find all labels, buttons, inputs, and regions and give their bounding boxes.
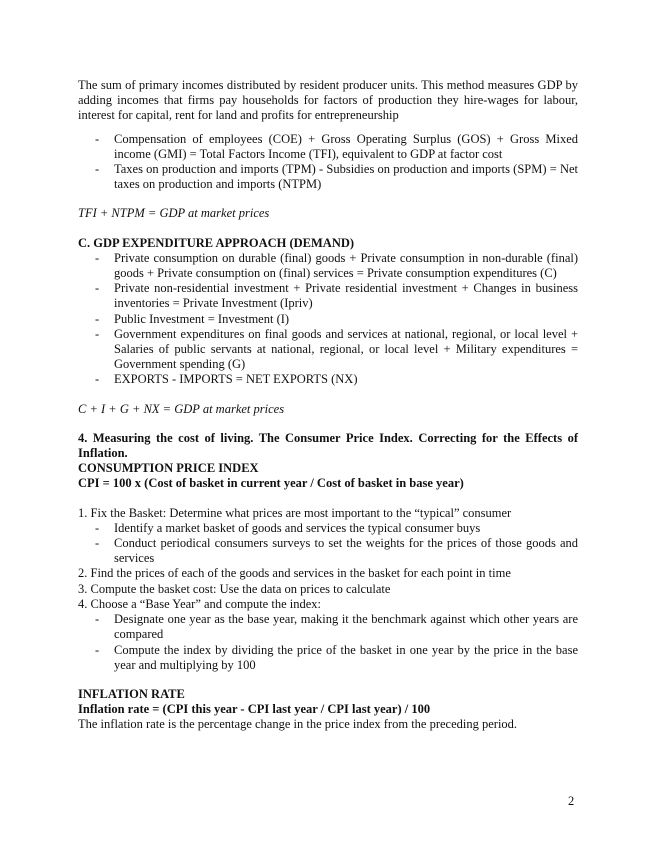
list-item-text: Conduct periodical consumers surveys to set the weights for the prices of those goods and services (114, 536, 578, 566)
list-item-text: Identify a market basket of goods and services the typical consumer buys (114, 520, 481, 535)
inflation-formula: Inflation rate = (CPI this year - CPI last year / CPI last year) / 100 (78, 702, 431, 717)
cpi-heading: CONSUMPTION PRICE INDEX (78, 461, 259, 476)
list-item-text: Designate one year as the base year, making it the benchmark against which other years are compared (114, 612, 578, 642)
dash-bullet: - (95, 612, 100, 627)
page-number: 2 (568, 794, 575, 808)
section-4-heading: 4. Measuring the cost of living. The Consumer Price Index. Correcting for the Effects of Inflation. (78, 430, 578, 461)
list-item (78, 281, 578, 311)
expenditure-formula: C + I + G + NX = GDP at market prices (78, 401, 285, 416)
list-item (78, 327, 578, 373)
dash-bullet: - (95, 642, 100, 657)
list-item-text: Taxes on production and imports (TPM) - Subsidies on production and imports (SPM) = Net taxes on production and imports (NTPM) (114, 162, 578, 192)
step-item: 4. Choose a “Base Year” and compute the index: (78, 596, 321, 611)
step-sublist (78, 612, 578, 673)
expenditure-approach-list (78, 251, 578, 388)
list-item (78, 521, 578, 536)
list-item-text: Public Investment = Investment (I) (114, 311, 290, 326)
inflation-text: The inflation rate is the percentage change in the price index from the preceding period. (78, 717, 518, 732)
dash-bullet: - (95, 536, 100, 551)
page-body (78, 78, 578, 733)
list-item-text: Private consumption on durable (final) goods + Private consumption in non-durable (final) goods + Private consumption on (final) services = Private consumption expenditures (C) (114, 250, 578, 281)
dash-bullet: - (95, 131, 100, 146)
dash-bullet: - (95, 311, 100, 326)
list-item (78, 251, 578, 281)
step-item: 1. Fix the Basket: Determine what prices are most important to the “typical” consumer (78, 505, 512, 520)
list-item-text: Compute the index by dividing the price of the basket in one year by the price in the base year and multiplying by 100 (114, 642, 578, 672)
dash-bullet: - (95, 372, 100, 387)
list-item-text: EXPORTS - IMPORTS = NET EXPORTS (NX) (114, 372, 358, 387)
cpi-steps (78, 506, 578, 673)
section-c-heading: C. GDP EXPENDITURE APPROACH (DEMAND) (78, 235, 355, 250)
list-item (78, 162, 578, 192)
list-item-text: Private non-residential investment + Private residential investment + Changes in business inventories = Private Investment (Ipriv) (114, 281, 578, 311)
list-item (78, 132, 578, 162)
step-item: 3. Compute the basket cost: Use the data on prices to calculate (78, 581, 391, 596)
list-item-text: Government expenditures on final goods and services at national, regional, or local level + Salaries of public servants at national, regional, or local level + Military expenditures = Government spending (G) (114, 326, 578, 372)
dash-bullet: - (95, 281, 100, 296)
intro-paragraph: The sum of primary incomes distributed by resident producer units. This method measures GDP by adding incomes that firms pay households for factors of production they hire-wages for labour, interest for capital, rent for land and profits for entrepreneurship (78, 78, 578, 123)
list-item (78, 612, 578, 642)
dash-bullet: - (95, 520, 100, 535)
income-approach-list (78, 132, 578, 193)
dash-bullet: - (95, 326, 100, 341)
dash-bullet: - (95, 162, 100, 177)
inflation-heading: INFLATION RATE (78, 686, 185, 701)
step-sublist (78, 521, 578, 567)
list-item (78, 643, 578, 673)
cpi-formula: CPI = 100 x (Cost of basket in current year / Cost of basket in base year) (78, 476, 464, 491)
list-item (78, 536, 578, 566)
step-item: 2. Find the prices of each of the goods and services in the basket for each point in time (78, 566, 511, 581)
income-formula: TFI + NTPM = GDP at market prices (78, 206, 270, 221)
dash-bullet: - (95, 250, 100, 265)
list-item (78, 372, 578, 387)
list-item-text: Compensation of employees (COE) + Gross Operating Surplus (GOS) + Gross Mixed income (GMI) = Total Factors Income (TFI), equivalent to GDP at factor cost (114, 131, 578, 161)
list-item (78, 312, 578, 327)
